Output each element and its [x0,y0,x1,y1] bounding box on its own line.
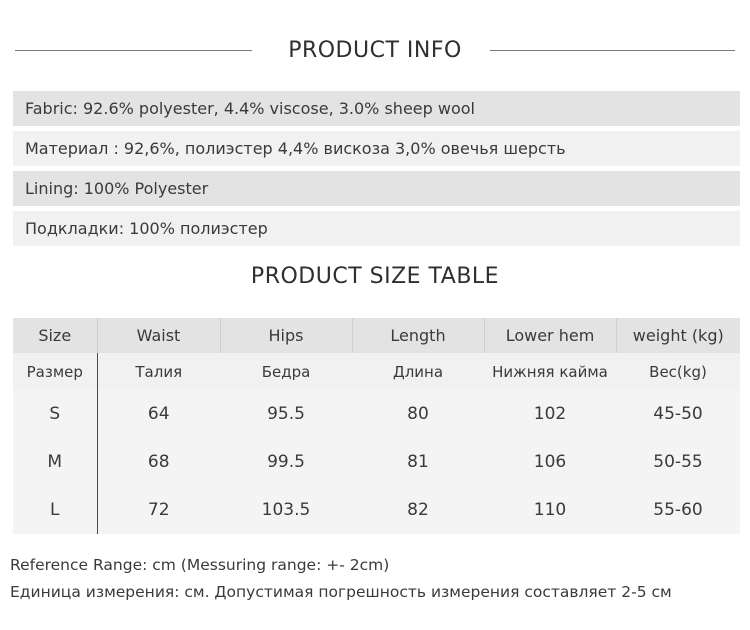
size-cell: M [13,438,97,486]
weight-cell: 45-50 [616,390,740,438]
lower-hem-cell: 106 [484,438,616,486]
header-ru-waist: Талия [97,353,220,390]
header-waist: Waist [97,318,220,353]
header-length: Length [352,318,484,353]
length-cell: 82 [352,486,484,534]
table-row [13,438,740,486]
info-section-title: PRODUCT INFO [288,38,462,63]
hips-cell: 99.5 [220,438,352,486]
header-ru-size: Размер [13,353,97,390]
lower-hem-cell: 102 [484,390,616,438]
weight-cell: 55-60 [616,486,740,534]
header-ru-length: Длина [352,353,484,390]
size-cell: S [13,390,97,438]
size-section-title: PRODUCT SIZE TABLE [250,264,500,289]
lining-row: Lining: 100% Polyester [13,171,740,206]
lower-hem-cell: 110 [484,486,616,534]
length-cell: 80 [352,390,484,438]
table-row [13,486,740,534]
reference-range-note: Reference Range: cm (Messuring range: +- 2cm) [10,556,390,574]
size-table-header-row [13,318,740,353]
measurement-unit-note-ru: Единица измерения: см. Допустимая погрешность измерения составляет 2-5 см [10,583,672,601]
table-row [13,390,740,438]
waist-cell: 68 [97,438,220,486]
header-weight: weight (kg) [616,318,740,353]
waist-cell: 64 [97,390,220,438]
material-ru-row: Материал : 92,6%, полиэстер 4,4% вискоза 3,0% овечья шерсть [13,131,740,166]
hips-cell: 103.5 [220,486,352,534]
length-cell: 81 [352,438,484,486]
size-cell: L [13,486,97,534]
info-title-rule-right [490,50,735,51]
waist-cell: 72 [97,486,220,534]
header-ru-lower-hem: Нижняя кайма [484,353,616,390]
fabric-row: Fabric: 92.6% polyester, 4.4% viscose, 3.0% sheep wool [13,91,740,126]
weight-cell: 50-55 [616,438,740,486]
size-table [13,318,740,534]
header-size: Size [13,318,97,353]
size-table-header-ru-row [13,353,740,390]
lining-ru-row: Подкладки: 100% полиэстер [13,211,740,246]
header-hips: Hips [220,318,352,353]
header-lower-hem: Lower hem [484,318,616,353]
header-ru-weight: Вес(kg) [616,353,740,390]
hips-cell: 95.5 [220,390,352,438]
header-ru-hips: Бедра [220,353,352,390]
